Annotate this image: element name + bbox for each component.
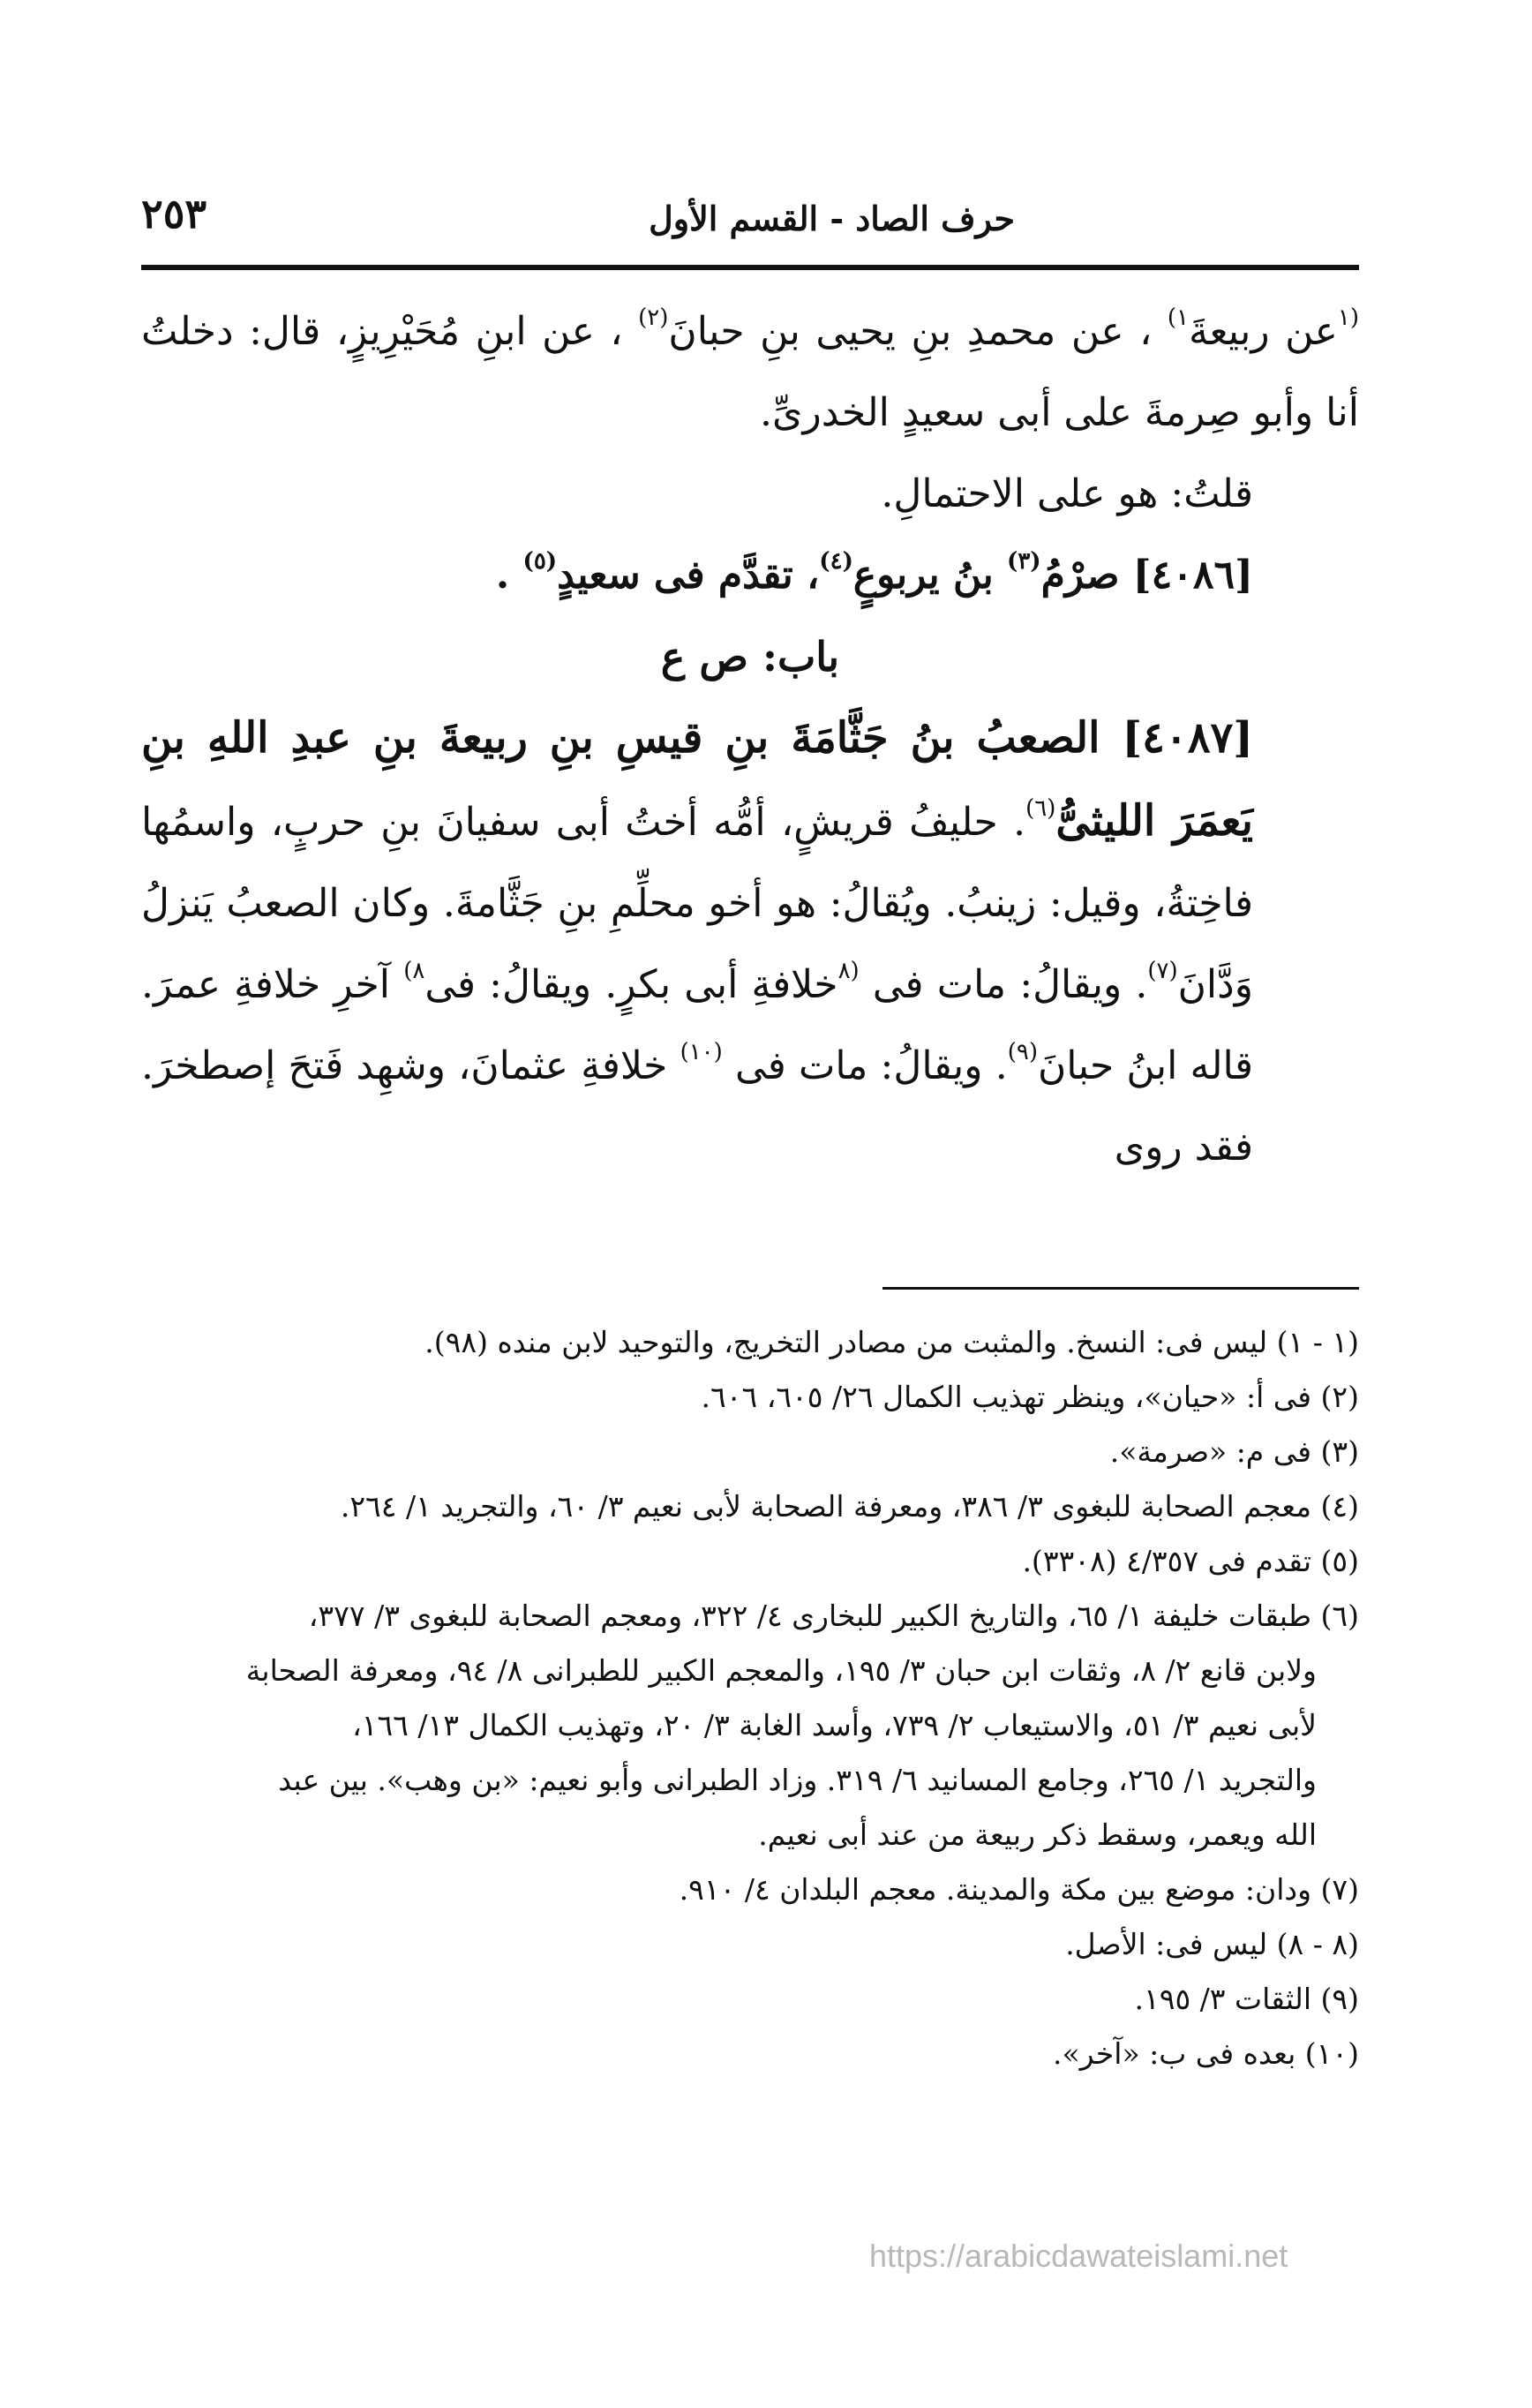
footnote-ref-4: (٤) xyxy=(819,548,853,575)
footnote-6-line-3: لأبى نعيم ٣/ ٥١، والاستيعاب ٢/ ٧٣٩، وأسد الغابة ٣/ ٢٠، وتهذيب الكمال ١٣/ ١٦٦، xyxy=(352,1708,1317,1742)
footnote-ref-10: (١٠) xyxy=(680,1039,723,1065)
header-divider xyxy=(141,265,1359,270)
page-header xyxy=(141,190,1359,252)
chapter-heading: باب: ص ع xyxy=(660,633,840,681)
footnote-ref-3: (٣) xyxy=(1007,548,1041,575)
footnote-6-line-4: والتجريد ١/ ٢٦٥، وجامع المسانيد ٦/ ٣١٩. وزاد الطبرانى وأبو نعيم: «بن وهب». بين عبد xyxy=(278,1763,1317,1797)
entry-4086: [٤٠٨٦] صرْمُ$^{(٣)}$ بنُ يربوعٍ$^{(٤)}$، تقدَّم فى سعيدٍ$^{(٥)}$ . xyxy=(495,548,1253,598)
footnote-5: (٥) تقدم فى ٤/٣٥٧ (٣٣٠٨). xyxy=(1022,1544,1359,1578)
footnote-6-line-2: ولابن قانع ٢/ ٨، وثقات ابن حبان ٣/ ١٩٥، والمعجم الكبير للطبرانى ٨/ ٩٤، ومعرفة الصحابة xyxy=(245,1653,1317,1688)
footnote-ref-2: (٢) xyxy=(638,305,669,331)
footnote-7: (٧) ودان: موضع بين مكة والمدينة. معجم البلدان ٤/ ٩١٠. xyxy=(679,1872,1359,1907)
footnote-ref-5: (٥) xyxy=(522,548,558,575)
footnote-6-line-5: الله ويعمر، وسقط ذكر ربيعة من عند أبى نعيم. xyxy=(758,1817,1317,1852)
footnotes xyxy=(141,1315,1359,2081)
running-title: حرف الصاد - القسم الأول xyxy=(649,199,1015,238)
page-number: ٢٥٣ xyxy=(141,190,207,237)
footnote-8: (٨ - ٨) ليس فى: الأصل. xyxy=(1065,1927,1359,1961)
paragraph-comment: قلتُ: هو على الاحتمالِ. xyxy=(881,471,1253,516)
footnote-ref-1: (١ xyxy=(1337,305,1359,331)
footnote-2: (٢) فى أ: «حيان»، وينظر تهذيب الكمال ٢٦/ ٦٠٥، ٦٠٦. xyxy=(701,1380,1359,1414)
footnote-divider xyxy=(882,1287,1359,1290)
paragraph-isnad: $^{(١}$عن ربيعةَ$^{١)}$ ، عن محمدِ بنِ يحيى بنِ حبانَ$^{(٢)}$ ، عن ابنِ مُحَيْرِيزٍ، قال: دخلتُ أنا وأبو صِرمةَ على أبى سعيدٍ الخدرىِّ. xyxy=(141,305,1359,435)
footnote-4: (٤) معجم الصحابة للبغوى ٣/ ٣٨٦، ومعرفة الصحابة لأبى نعيم ٣/ ٦٠، والتجريد ١/ ٢٦٤. xyxy=(340,1489,1359,1524)
footnote-ref-8a: (٨ xyxy=(837,958,860,984)
footnote-ref-7: (٧) xyxy=(1147,958,1178,984)
source-watermark: https://arabicdawateislami.net xyxy=(869,2238,1288,2274)
footnote-ref-9: (٩) xyxy=(1007,1039,1038,1065)
footnote-ref-1-end: ١) xyxy=(1167,305,1189,331)
entry-4087: [٤٠٨٧] الصعبُ بنُ جَثَّامَةَ بنِ قيسِ بنِ ربيعةَ بنِ عبدِ اللهِ بنِ يَعمَرَ الليثىُّ$^{(٦)}$. حليفُ قريشٍ، أمُّه أختُ أبى سفيانَ بنِ حربٍ، واسمُها فاخِتةُ، وقيل: زينبُ. ويُقالُ: هو أخو محلِّمِ بنِ جَثَّامةَ. وكان الصعبُ يَنزلُ وَدَّانَ$^{(٧)}$. ويقالُ: مات فى $^{(٨}$خلافةِ أبى بكرٍ. ويقالُ: فى$^{٨)}$ آخرِ خلافةِ عمرَ. قاله ابنُ حبانَ$^{(٩)}$. ويقالُ: مات فى $^{(١٠)}$ خلافةِ عثمانَ، وشهِد فَتحَ إصطخرَ. فقد روى xyxy=(141,713,1254,1170)
footnote-3: (٣) فى م: «صرمة». xyxy=(1109,1434,1359,1469)
footnote-ref-8b: ٨) xyxy=(403,958,425,984)
footnote-6: (٦) طبقات خليفة ١/ ٦٥، والتاريخ الكبير للبخارى ٤/ ٣٢٢، ومعجم الصحابة للبغوى ٣/ ٣٧٧، xyxy=(308,1599,1359,1633)
footnote-10: (١٠) بعده فى ب: «آخر». xyxy=(1053,2036,1359,2071)
footnote-9: (٩) الثقات ٣/ ١٩٥. xyxy=(1134,1982,1359,2016)
footnote-ref-6: (٦) xyxy=(1025,795,1056,822)
main-text xyxy=(141,291,1359,1188)
footnote-1: (١ - ١) ليس فى: النسخ. والمثبت من مصادر التخريج، والتوحيد لابن منده (٩٨). xyxy=(424,1325,1359,1359)
